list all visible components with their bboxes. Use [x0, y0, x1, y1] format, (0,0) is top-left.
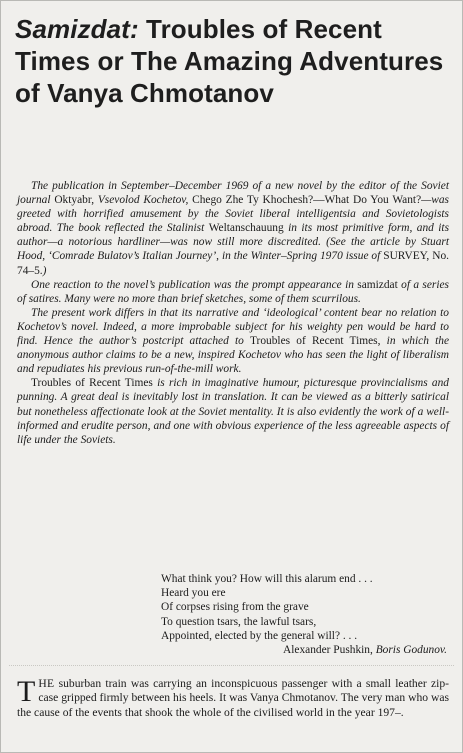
intro-text: The present work differs in that its narrative and ‘ideological’ content bear no relation to Kochetov’s novel. Indeed, a more improbable subject for his weighty pen would be hard to find. Hence the author’s postcript attached to [17, 306, 449, 348]
attribution-work: Boris Godunov. [375, 644, 447, 657]
verse-line: What think you? How will this alarum end . . . [161, 573, 373, 585]
title-reference: Troubles of Recent Times, [250, 335, 381, 348]
verse-attribution [161, 643, 455, 657]
opening-smallcaps: HE [38, 677, 55, 690]
intro-section [17, 179, 449, 447]
title-lead: Samizdat: [15, 14, 139, 44]
verse-line: Of corpses rising from the grave [161, 601, 309, 614]
attribution-author: Alexander Pushkin, [283, 644, 376, 657]
section-divider [9, 665, 454, 666]
intro-text: of a series of satires. Many were no more than brief sketches, some of them scurrilous. [17, 278, 449, 305]
intro-text: The publication in September–December 1969 of a new novel by the editor of the Soviet journal [17, 180, 449, 207]
verse-line: To question tsars, the lawful tsars, [161, 615, 317, 628]
intro-text: One reaction to the novel’s publication was the prompt appearance in [31, 278, 358, 291]
intro-paragraph [17, 179, 449, 278]
title-reference: Weltanschauung [208, 222, 284, 235]
title-reference: SURVEY, No. 74–5. [17, 250, 449, 277]
title-reference: Troubles of Recent Times [31, 377, 153, 390]
verse-line: Heard you ere [161, 587, 226, 600]
intro-text: ) [42, 264, 47, 277]
intro-text: is rich in imaginative humour, picturesque provincialisms and punning. A great deal is inevitably lost in translation. It can be viewed as a bitterly satirical but nonetheless affectionate look at the Soviet mentality. It is also evidently the work of a well-informed and erudite person, and one with obvious experience of the less agreeable aspects of life under the Soviets. [17, 377, 449, 446]
title-reference: samizdat [357, 278, 398, 291]
intro-paragraph [17, 278, 449, 306]
intro-text: —was greeted with horrified amusement by the Soviet liberal intelligentsia and Sovietologists abroad. The book reflected the Stalinist [17, 194, 449, 235]
story-opening [17, 677, 449, 720]
title-rest: Troubles of Recent Times or The Amazing Adventures of Vanya Chmotanov [15, 14, 444, 108]
intro-text: in which the anonymous author claims to be a new, inspired Kochetov who has seen the light of liberalism and repudiates his previous run-of-the-mill work. [17, 335, 449, 376]
epigraph-verse [161, 572, 455, 657]
story-text: suburban train was carrying an inconspicuous passenger with a small leather zip-case gripped firmly between his heels. It was Vanya Chmotanov. The very man who was the cause of the events that shook the whole of the civilised world in the year 197–. [17, 677, 449, 719]
title-reference: Chego Zhe Ty Khochesh?—What Do You Want? [192, 194, 422, 207]
intro-text: Vsevolod Kochetov, [94, 194, 193, 207]
verse-line: Appointed, elected by the general will? . . . [161, 629, 358, 642]
article-title [15, 13, 445, 109]
drop-cap: T [17, 675, 36, 708]
title-reference: Oktyabr, [54, 194, 95, 207]
intro-paragraph [17, 306, 449, 376]
intro-text: in its most primitive form, and its author—a notorious hardliner—was now still more discredited. (See the article by Stuart Hood, ‘Comrade Bulatov’s Italian Journey’, in the Winter–Spring 1970 issue of [17, 222, 450, 263]
intro-paragraph [17, 376, 449, 446]
